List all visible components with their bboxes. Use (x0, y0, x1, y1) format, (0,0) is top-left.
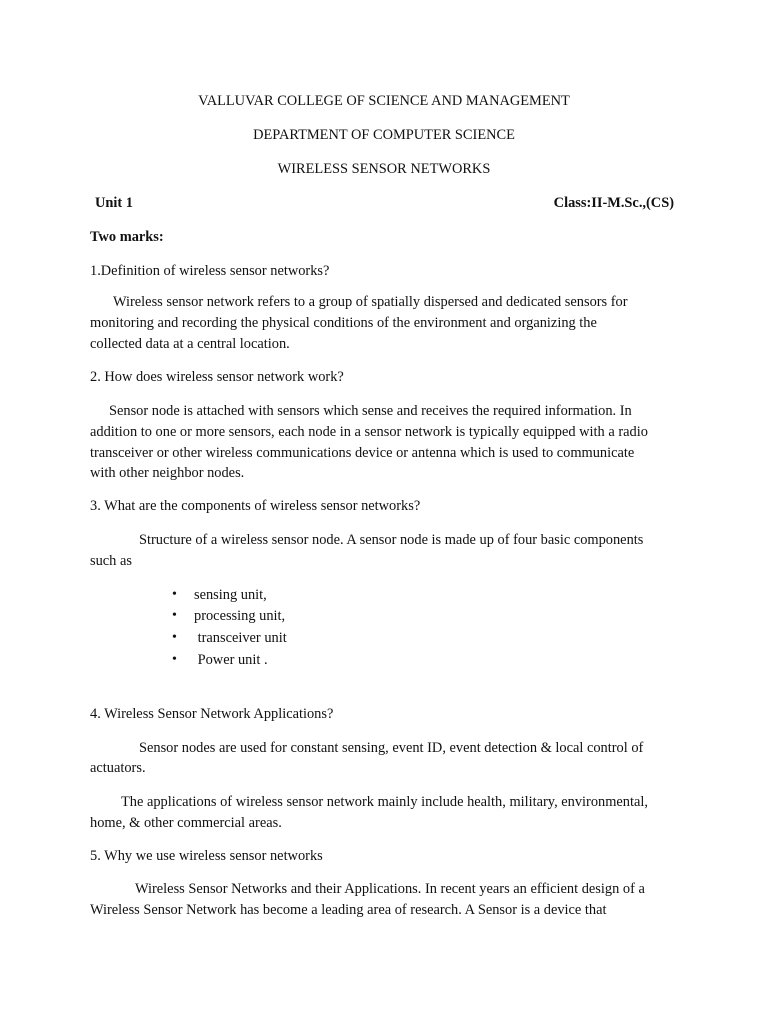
answer-2-line: with other neighbor nodes. (90, 465, 245, 481)
bullet-icon: • (172, 608, 177, 623)
department-name: DEPARTMENT OF COMPUTER SCIENCE (253, 127, 515, 143)
question-1: 1.Definition of wireless sensor networks? (90, 263, 330, 279)
answer-1-line: monitoring and recording the physical conditions of the environment and organizing the (90, 315, 597, 331)
list-item: processing unit, (194, 608, 286, 624)
subject-title: WIRELESS SENSOR NETWORKS (277, 161, 491, 177)
question-4: 4. Wireless Sensor Network Applications? (90, 706, 334, 722)
question-2: 2. How does wireless sensor network work? (90, 369, 344, 385)
answer-4-line: Sensor nodes are used for constant sensing, event ID, event detection & local control of (139, 740, 644, 756)
answer-2-line: transceiver or other wireless communications device or antenna which is used to communicate (90, 445, 635, 461)
bullet-icon: • (172, 652, 177, 667)
answer-5-line: Wireless Sensor Networks and their Applications. In recent years an efficient design of a (135, 881, 645, 897)
list-item: sensing unit, (194, 587, 267, 603)
section-title: Two marks: (90, 229, 164, 245)
answer-4-line: The applications of wireless sensor network mainly include health, military, environmental, (121, 794, 648, 810)
list-item: Power unit . (194, 652, 268, 668)
answer-1-line: collected data at a central location. (90, 336, 290, 352)
answer-3-line: such as (90, 553, 132, 569)
bullet-icon: • (172, 587, 177, 602)
answer-1-line: Wireless sensor network refers to a group of spatially dispersed and dedicated sensors for (113, 294, 628, 310)
answer-2-line: addition to one or more sensors, each node in a sensor network is typically equipped with a radio (90, 424, 648, 440)
answer-2-line: Sensor node is attached with sensors which sense and receives the required information. In (109, 403, 632, 419)
college-name: VALLUVAR COLLEGE OF SCIENCE AND MANAGEMENT (198, 93, 570, 109)
unit-label: Unit 1 (95, 195, 133, 211)
answer-4-line: actuators. (90, 760, 146, 776)
question-5: 5. Why we use wireless sensor networks (90, 848, 323, 864)
bullet-icon: • (172, 630, 177, 645)
list-item: transceiver unit (194, 630, 287, 646)
class-label: Class:II-M.Sc.,(CS) (553, 195, 674, 211)
answer-5-line: Wireless Sensor Network has become a leading area of research. A Sensor is a device that (90, 902, 607, 918)
answer-4-line: home, & other commercial areas. (90, 815, 282, 831)
answer-3-line: Structure of a wireless sensor node. A sensor node is made up of four basic components (139, 532, 644, 548)
question-3: 3. What are the components of wireless sensor networks? (90, 498, 421, 514)
